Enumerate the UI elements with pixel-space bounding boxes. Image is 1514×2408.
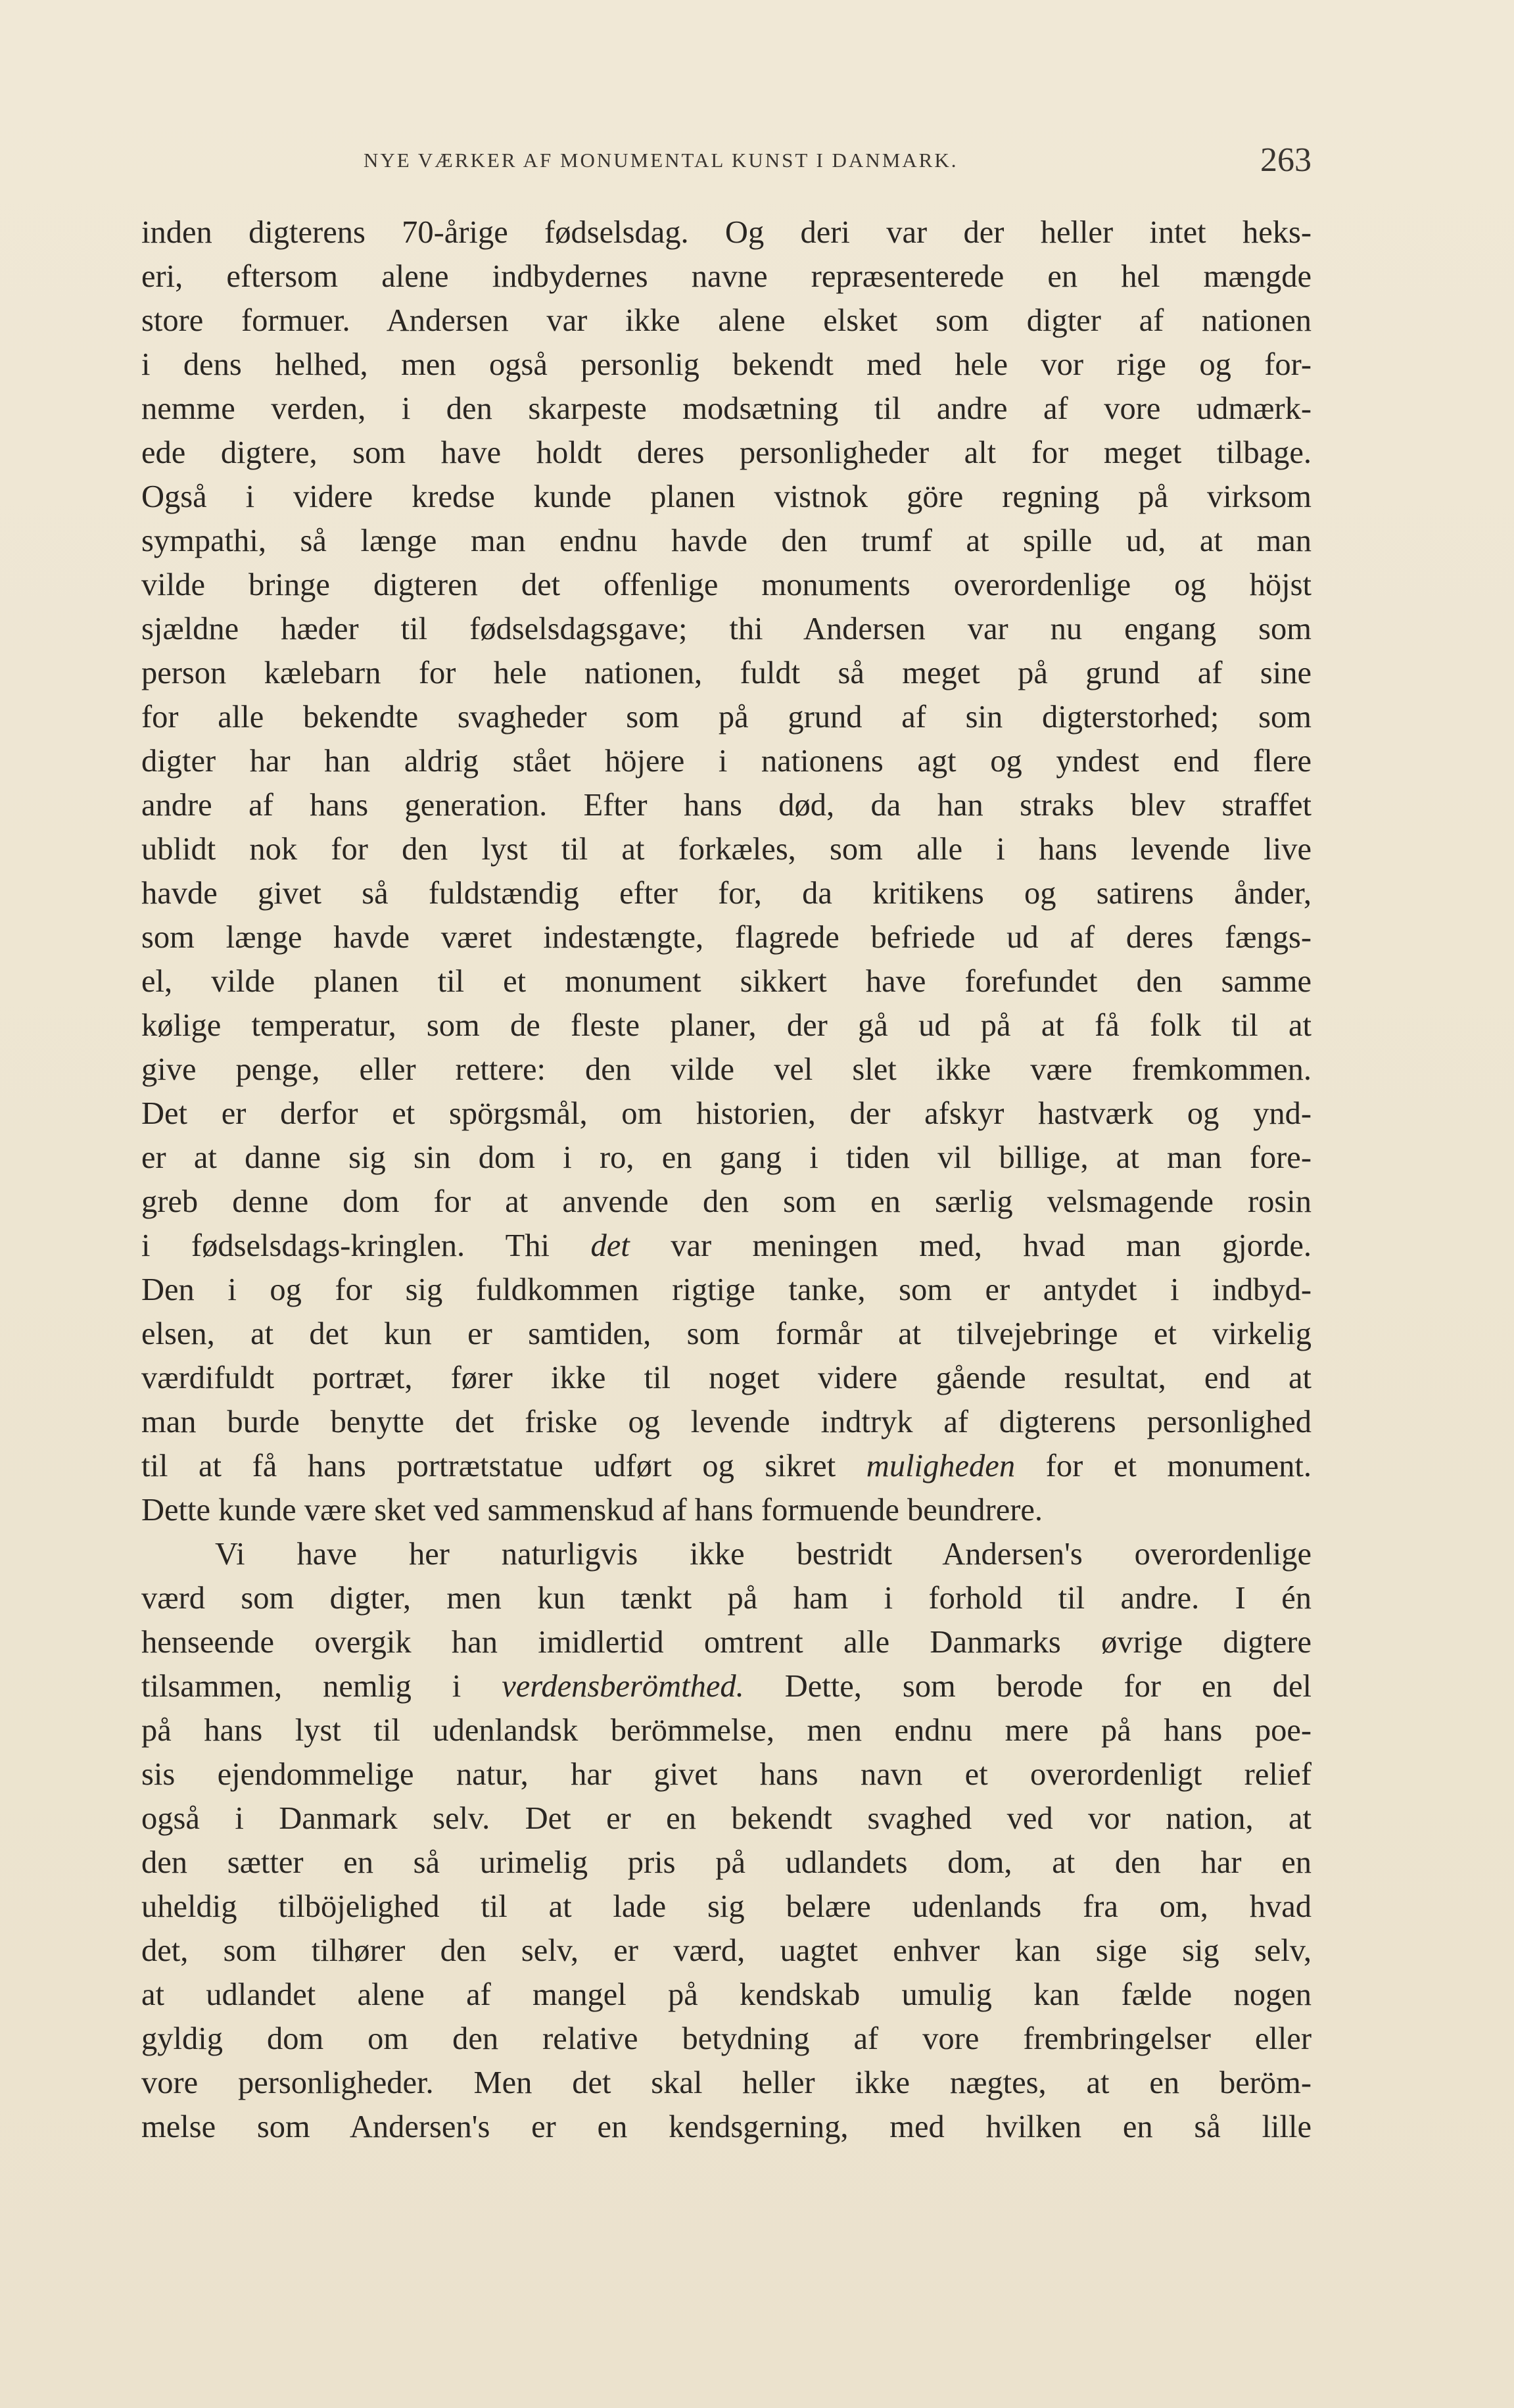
text-line-content: værd som digter, men kun tænkt på ham i forhold til andre. I én (141, 1581, 1312, 1616)
text-line-content: sis ejendommelige natur, har givet hans navn et overordenligt relief (141, 1757, 1312, 1792)
text-line-content: den sætter en så urimelig pris på udlandets dom, at den har en (141, 1845, 1312, 1880)
text-line (141, 2105, 1312, 2149)
text-line-content: vore personligheder. Men det skal heller ikke nægtes, at en beröm- (141, 2065, 1312, 2100)
text-line (141, 254, 1312, 299)
text-line-content: ede digtere, som have holdt deres personligheder alt for meget tilbage. (141, 435, 1312, 470)
text-line-content: Vi have her naturligvis ikke bestridt Andersen's overordenlige (215, 1537, 1312, 1572)
text-line (141, 827, 1312, 871)
text-line-content: Den i og for sig fuldkommen rigtige tanke, som er antydet i indbyd- (141, 1272, 1312, 1307)
text-line-content: værdifuldt portræt, fører ikke til noget videre gående resultat, end at (141, 1361, 1312, 1395)
text-line-content: kølige temperatur, som de fleste planer, der gå ud på at få folk til at (141, 1008, 1312, 1043)
text-line (141, 563, 1312, 607)
text-line (141, 1400, 1312, 1444)
text-line-content: Dette kunde være sket ved sammenskud af hans formuende beundrere. (141, 1493, 1043, 1528)
text-line-content: inden digterens 70-årige fødselsdag. Og deri var der heller intet heks- (141, 215, 1312, 250)
text-line-content: for alle bekendte svagheder som på grund af sin digterstorhed; som (141, 700, 1312, 734)
text-line (141, 1841, 1312, 1885)
text-line (141, 475, 1312, 519)
text-line (141, 1268, 1312, 1312)
text-line (141, 1003, 1312, 1047)
text-line (141, 1796, 1312, 1841)
text-line (141, 1664, 1312, 1708)
text-line-content: give penge, eller rettere: den vilde vel slet ikke være fremkommen. (141, 1052, 1312, 1087)
body-text (141, 210, 1312, 2149)
text-line (141, 1312, 1312, 1356)
text-line (141, 519, 1312, 563)
text-line-content: sympathi, så længe man endnu havde den trumf at spille ud, at man (141, 523, 1312, 558)
text-line (141, 1488, 1312, 1532)
text-line (141, 739, 1312, 783)
page-header (141, 141, 1312, 180)
text-line (141, 1708, 1312, 1752)
text-line-content: sjældne hæder til fødselsdagsgave; thi Andersen var nu engang som (141, 612, 1312, 646)
text-line-content: store formuer. Andersen var ikke alene elsket som digter af nationen (141, 303, 1312, 338)
text-line (141, 1620, 1312, 1664)
text-line-content: havde givet så fuldstændig efter for, da kritikens og satirens ånder, (141, 876, 1312, 911)
text-line (141, 387, 1312, 431)
italic-word: verdensberömthed. (502, 1669, 744, 1704)
text-line-content: som længe havde været indestængte, flagrede befriede ud af deres fængs- (141, 920, 1312, 955)
text-line-content: er at danne sig sin dom i ro, en gang i tiden vil billige, at man fore- (141, 1140, 1312, 1175)
text-line-content: Også i videre kredse kunde planen vistnok göre regning på virksom (141, 479, 1312, 514)
text-line (141, 1752, 1312, 1796)
text-line-content: tilsammen, nemlig i (141, 1669, 502, 1704)
text-line-content: var meningen med, hvad man gjorde. (629, 1228, 1312, 1263)
text-line-content: eri, eftersom alene indbydernes navne repræsenterede en hel mængde (141, 259, 1312, 294)
text-line-content: i dens helhed, men også personlig bekendt med hele vor rige og for- (141, 347, 1312, 382)
text-line-content: man burde benytte det friske og levende indtryk af digterens personlighed (141, 1405, 1312, 1439)
text-line-content: el, vilde planen til et monument sikkert have forefundet den samme (141, 964, 1312, 999)
text-line (141, 2061, 1312, 2105)
text-line (141, 431, 1312, 475)
text-line (141, 1929, 1312, 1973)
text-line-content: andre af hans generation. Efter hans død, da han straks blev straffet (141, 788, 1312, 823)
text-line (141, 1356, 1312, 1400)
text-line (141, 651, 1312, 695)
text-line-content: person kælebarn for hele nationen, fuldt så meget på grund af sine (141, 656, 1312, 690)
text-line-content: Dette, som berode for en del (744, 1669, 1312, 1704)
text-line-content: at udlandet alene af mangel på kendskab umulig kan fælde nogen (141, 1977, 1312, 2012)
text-line (141, 1576, 1312, 1620)
text-line-content: Det er derfor et spörgsmål, om historien, der afskyr hastværk og ynd- (141, 1096, 1312, 1131)
text-line-content: gyldig dom om den relative betydning af vore frembringelser eller (141, 2021, 1312, 2056)
page-number: 263 (1260, 141, 1312, 179)
text-line (141, 1092, 1312, 1136)
text-line-content: uheldig tilböjelighed til at lade sig belære udenlands fra om, hvad (141, 1889, 1312, 1924)
text-line (141, 1224, 1312, 1268)
text-line (141, 2017, 1312, 2061)
text-line-content: i fødselsdags-kringlen. Thi (141, 1228, 591, 1263)
text-line-content: digter har han aldrig stået höjere i nationens agt og yndest end flere (141, 744, 1312, 779)
text-line-content: henseende overgik han imidlertid omtrent alle Danmarks øvrige digtere (141, 1625, 1312, 1660)
running-head: NYE VÆRKER AF MONUMENTAL KUNST I DANMARK. (364, 149, 958, 172)
text-line (141, 871, 1312, 915)
text-line (141, 695, 1312, 739)
text-line (141, 1973, 1312, 2017)
text-line (141, 1047, 1312, 1092)
text-line (141, 1136, 1312, 1180)
text-line (141, 343, 1312, 387)
text-line (141, 1180, 1312, 1224)
text-line (141, 915, 1312, 959)
text-line (141, 1532, 1312, 1576)
text-line-content: vilde bringe digteren det offenlige monuments overordenlige og höjst (141, 567, 1312, 602)
text-line (141, 299, 1312, 343)
text-line (141, 607, 1312, 651)
text-line (141, 1444, 1312, 1488)
text-line (141, 783, 1312, 827)
text-line (141, 210, 1312, 254)
text-line-content: elsen, at det kun er samtiden, som formår at tilvejebringe et virkelig (141, 1316, 1312, 1351)
text-line-content: til at få hans portrætstatue udført og sikret (141, 1449, 866, 1483)
text-line-content: ublidt nok for den lyst til at forkæles, som alle i hans levende live (141, 832, 1312, 867)
text-line (141, 1885, 1312, 1929)
italic-word: muligheden (866, 1449, 1016, 1483)
text-line-content: melse som Andersen's er en kendsgerning, med hvilken en så lille (141, 2109, 1312, 2144)
text-line-content: nemme verden, i den skarpeste modsætning til andre af vore udmærk- (141, 391, 1312, 426)
text-line-content: for et monument. (1015, 1449, 1312, 1483)
text-line-content: greb denne dom for at anvende den som en særlig velsmagende rosin (141, 1184, 1312, 1219)
italic-word: det (590, 1228, 630, 1263)
text-line-content: på hans lyst til udenlandsk berömmelse, men endnu mere på hans poe- (141, 1713, 1312, 1748)
text-line (141, 959, 1312, 1003)
text-line-content: det, som tilhører den selv, er værd, uagtet enhver kan sige sig selv, (141, 1933, 1312, 1968)
text-line-content: også i Danmark selv. Det er en bekendt svaghed ved vor nation, at (141, 1801, 1312, 1836)
